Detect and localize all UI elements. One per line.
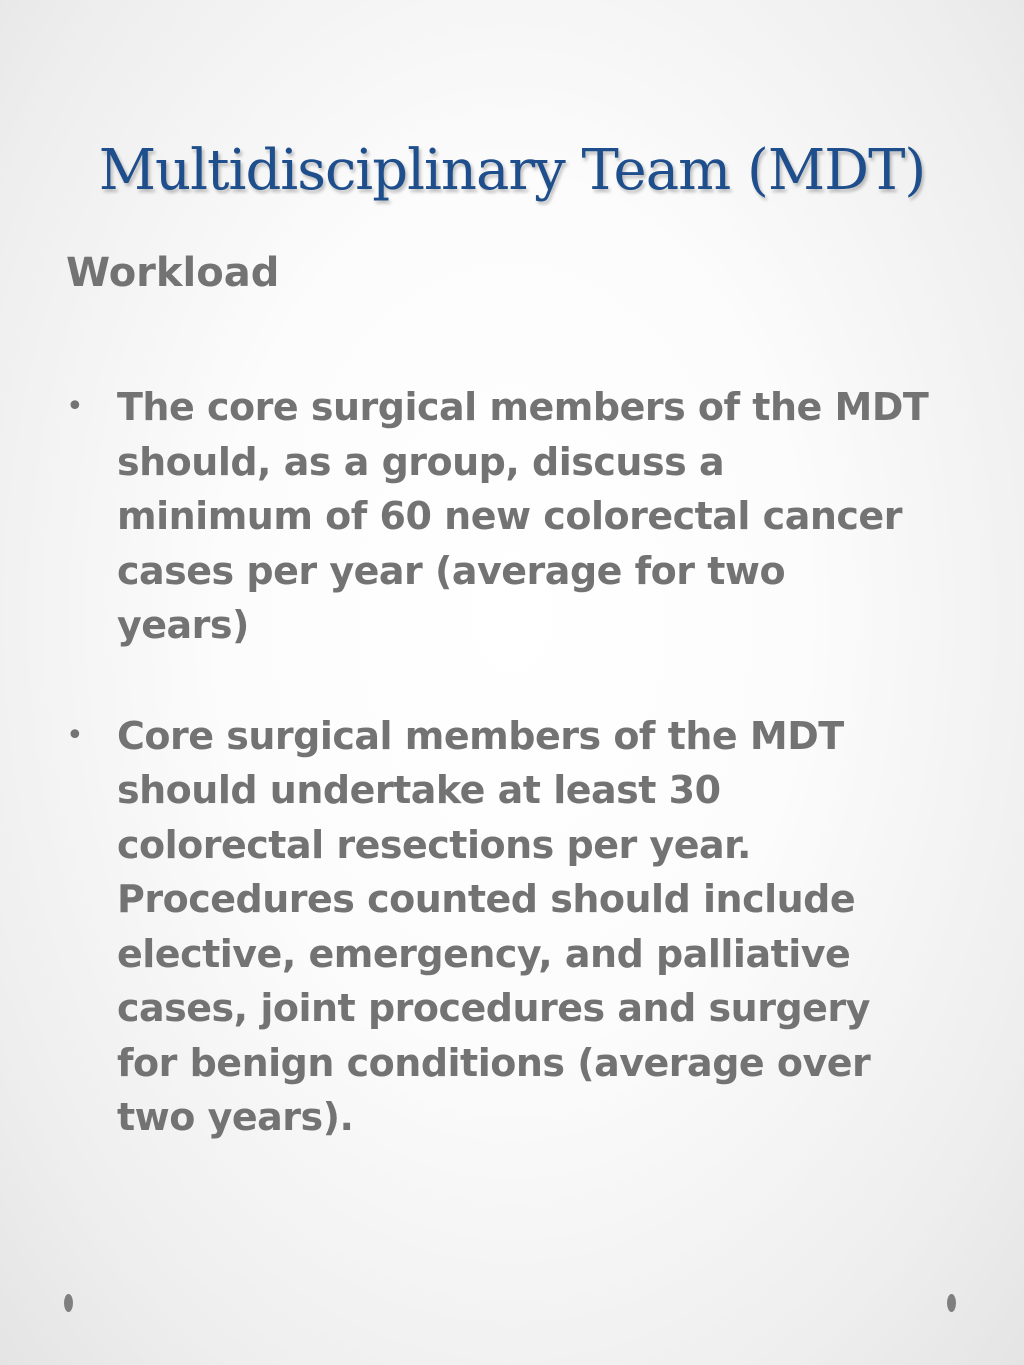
bullet-line: cases per year (average for two (117, 548, 786, 593)
bullet-list (60, 380, 980, 1201)
bullet-line: should, as a group, discuss a (117, 439, 725, 484)
bullet-line: The core surgical members of the MDT (117, 385, 929, 429)
bullet-icon: • (66, 717, 84, 753)
corner-dot-left-icon (64, 1294, 73, 1312)
bullet-line: years) (117, 603, 249, 647)
section-subheading: Workload (66, 250, 280, 296)
bullet-line: Core surgical members of the MDT (117, 713, 844, 758)
bullet-item-1 (60, 380, 980, 653)
bullet-line: minimum of 60 new colorectal cancer (117, 494, 902, 538)
bullet-line: cases, joint procedures and surgery (117, 986, 870, 1030)
corner-dot-right-icon (947, 1294, 956, 1312)
bullet-icon: • (66, 389, 84, 424)
bullet-line: elective, emergency, and palliative (117, 931, 851, 976)
bullet-line: colorectal resections per year. (117, 822, 751, 867)
bullet-item-2 (60, 709, 980, 1145)
bullet-line: two years). (117, 1095, 354, 1139)
bullet-line: Procedures counted should include (117, 877, 856, 921)
bullet-line: should undertake at least 30 (117, 768, 721, 812)
slide-title: Multidisciplinary Team (MDT) (98, 138, 926, 203)
bullet-line: for benign conditions (average over (117, 1040, 871, 1085)
